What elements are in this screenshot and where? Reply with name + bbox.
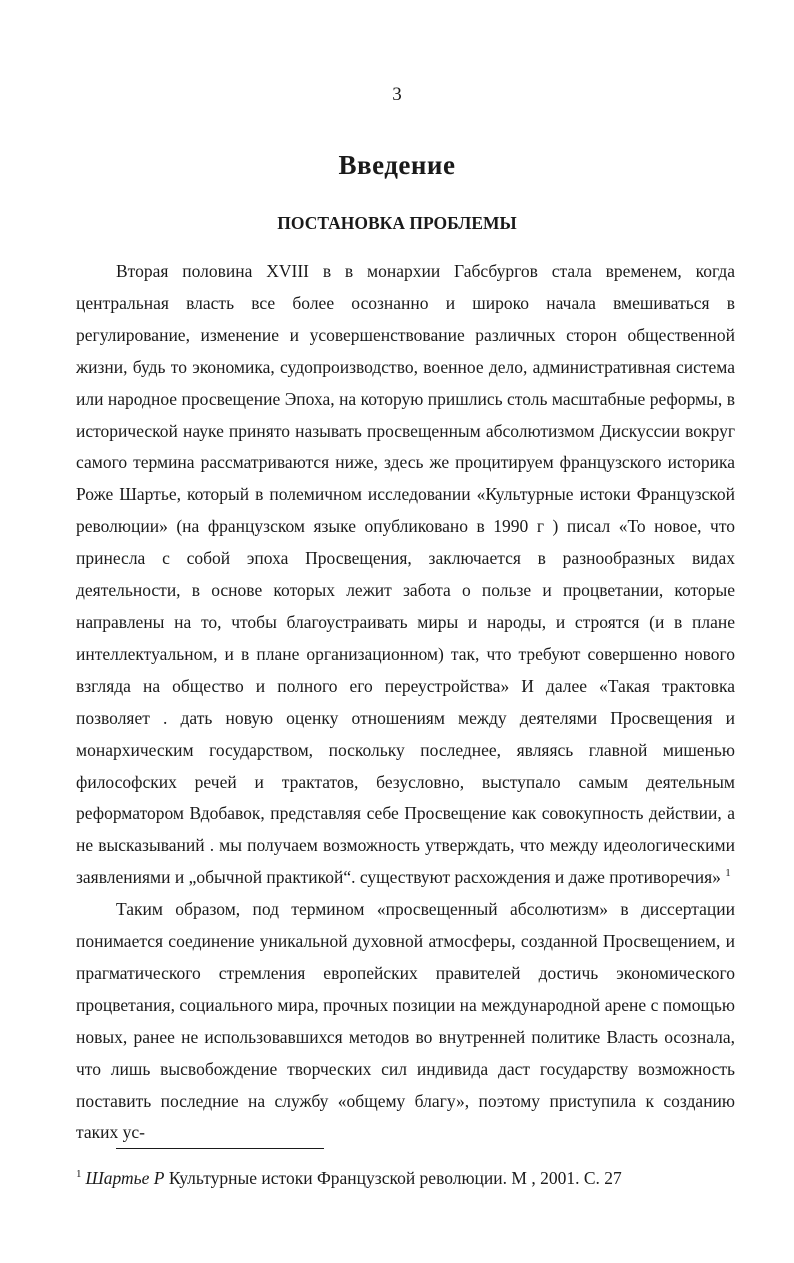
chapter-title: Введение [338, 150, 456, 180]
footnote-author: Шартье Р [85, 1168, 165, 1188]
footnote-divider [116, 1148, 324, 1149]
footnote-reference: 1 [725, 867, 731, 880]
paragraph-1 [76, 256, 735, 894]
paragraph-1-text: Вторая половина XVIII в в монархии Габсбургов стала временем, когда центральная власть все более осознанно и широко начала вмешиваться в регулирование, изменение и усовершенствование различных сторон общественной жизни, будь то экономика, судопроизводство, военное дело, административная система или народное просвещение Эпоха, на которую пришлись столь масштабные реформы, в исторической науке принято называть просвещенным абсолютизмом Дискуссии вокруг самого термина рассматриваются ниже, здесь же процитируем французского историка Роже Шартье, который в полемичном исследовании «Культурные истоки Французской революции» (на французском языке опубликовано в 1990 г ) писал «То новое, что принесла с собой эпоха Просвещения, заключается в разнообразных видах деятельности, в основе которых лежит забота о пользе и процветании, которые направлены на то, чтобы благоустраивать миры и народы, и строятся (и в плане интеллектуальном, и в плане организационном) так, что требуют совершенно нового взгляда на общество и полного его переустройства» И далее «Такая трактовка позволяет . дать новую оценку отношениям между деятелями Просвещения и монархическим государством, поскольку последнее, являясь главной мишенью философских речей и трактатов, безусловно, выступало самым деятельным реформатором Вдобавок, представляя себе Просвещение как совокупность действии, а не высказываний . мы получаем возможность утверждать, что между идеологическими заявлениями и „обычной практикой“. существуют расхождения и даже противоречия» [76, 261, 735, 888]
paragraph-2-text: Таким образом, под термином «просвещенный абсолютизм» в диссертации понимается соединение уникальной духовной атмосферы, созданной Просвещением, и прагматического стремления европейских правителей достичь экономического процветания, социального мира, прочных позиции на международной арене с помощью новых, ранее не использовавшихся методов во внутренней политике Власть осознала, что лишь высвобождение творческих сил индивида даст государству возможность поставить последние на службу «общему благу», поэтому приступила к созданию таких ус- [76, 899, 735, 1143]
section-heading: ПОСТАНОВКА ПРОБЛЕМЫ [277, 213, 517, 233]
paragraph-2 [76, 894, 735, 1149]
page-number: 3 [392, 84, 402, 105]
footnote-mark: 1 [76, 1168, 82, 1181]
footnote [76, 1166, 735, 1190]
footnote-text: Культурные истоки Французской революции. М , 2001. С. 27 [168, 1168, 622, 1188]
body-text [76, 256, 735, 1149]
